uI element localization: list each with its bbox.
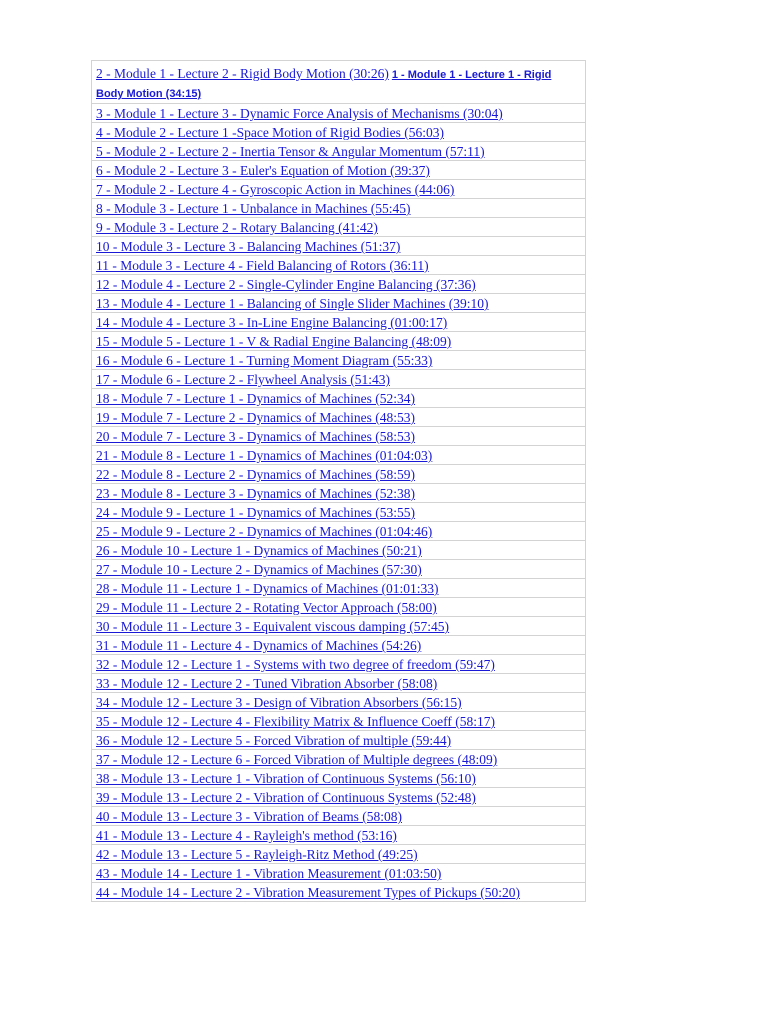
lecture-table <box>91 60 586 902</box>
table-cell <box>92 883 586 902</box>
lecture-link[interactable]: 43 - Module 14 - Lecture 1 - Vibration Measurement (01:03:50) <box>96 866 442 881</box>
lecture-link[interactable]: 17 - Module 6 - Lecture 2 - Flywheel Analysis (51:43) <box>96 372 390 387</box>
table-cell <box>92 693 586 712</box>
table-cell <box>92 199 586 218</box>
table-row <box>92 313 586 332</box>
lecture-table-body <box>92 61 586 902</box>
table-row <box>92 142 586 161</box>
table-row <box>92 674 586 693</box>
table-cell <box>92 598 586 617</box>
lecture-link[interactable]: 13 - Module 4 - Lecture 1 - Balancing of Single Slider Machines (39:10) <box>96 296 489 311</box>
table-row <box>92 389 586 408</box>
table-cell <box>92 465 586 484</box>
table-row <box>92 636 586 655</box>
table-cell <box>92 503 586 522</box>
lecture-link[interactable]: 29 - Module 11 - Lecture 2 - Rotating Vector Approach (58:00) <box>96 600 437 615</box>
table-row <box>92 275 586 294</box>
table-row <box>92 769 586 788</box>
table-row <box>92 693 586 712</box>
table-row <box>92 61 586 104</box>
lecture-link[interactable]: 4 - Module 2 - Lecture 1 -Space Motion of Rigid Bodies (56:03) <box>96 125 444 140</box>
table-row <box>92 883 586 902</box>
lecture-link[interactable]: 24 - Module 9 - Lecture 1 - Dynamics of Machines (53:55) <box>96 505 416 520</box>
table-row <box>92 807 586 826</box>
table-row <box>92 655 586 674</box>
table-cell <box>92 427 586 446</box>
table-cell <box>92 750 586 769</box>
lecture-link[interactable]: 41 - Module 13 - Lecture 4 - Rayleigh's method (53:16) <box>96 828 397 843</box>
lecture-link[interactable]: 31 - Module 11 - Lecture 4 - Dynamics of Machines (54:26) <box>96 638 422 653</box>
table-row <box>92 864 586 883</box>
table-cell <box>92 617 586 636</box>
lecture-link[interactable]: 14 - Module 4 - Lecture 3 - In-Line Engine Balancing (01:00:17) <box>96 315 448 330</box>
table-cell <box>92 332 586 351</box>
lecture-link[interactable]: 32 - Module 12 - Lecture 1 - Systems with two degree of freedom (59:47) <box>96 657 495 672</box>
lecture-link[interactable]: 7 - Module 2 - Lecture 4 - Gyroscopic Action in Machines (44:06) <box>96 182 455 197</box>
lecture-link[interactable]: 19 - Module 7 - Lecture 2 - Dynamics of Machines (48:53) <box>96 410 416 425</box>
table-cell <box>92 522 586 541</box>
table-row <box>92 503 586 522</box>
table-cell <box>92 636 586 655</box>
table-row <box>92 617 586 636</box>
table-row <box>92 465 586 484</box>
table-cell <box>92 370 586 389</box>
lecture-link[interactable]: 8 - Module 3 - Lecture 1 - Unbalance in Machines (55:45) <box>96 201 411 216</box>
table-row <box>92 237 586 256</box>
lecture-link[interactable]: 21 - Module 8 - Lecture 1 - Dynamics of Machines (01:04:03) <box>96 448 433 463</box>
table-cell <box>92 712 586 731</box>
lecture-link[interactable]: 3 - Module 1 - Lecture 3 - Dynamic Force Analysis of Mechanisms (30:04) <box>96 106 503 121</box>
table-row <box>92 332 586 351</box>
table-cell <box>92 864 586 883</box>
table-cell <box>92 826 586 845</box>
table-row <box>92 104 586 123</box>
table-cell <box>92 446 586 465</box>
table-row <box>92 408 586 427</box>
table-row <box>92 218 586 237</box>
table-row <box>92 199 586 218</box>
lecture-link-alt[interactable]: 1 - Module 1 - Lecture 1 - Rigid Body Motion (34:15) <box>96 69 552 100</box>
lecture-link[interactable]: 9 - Module 3 - Lecture 2 - Rotary Balancing (41:42) <box>96 220 378 235</box>
lecture-link[interactable]: 25 - Module 9 - Lecture 2 - Dynamics of Machines (01:04:46) <box>96 524 433 539</box>
table-row <box>92 598 586 617</box>
lecture-link[interactable]: 16 - Module 6 - Lecture 1 - Turning Moment Diagram (55:33) <box>96 353 433 368</box>
lecture-link[interactable]: 2 - Module 1 - Lecture 2 - Rigid Body Motion (30:26) <box>96 66 389 81</box>
table-cell <box>92 408 586 427</box>
table-row <box>92 180 586 199</box>
table-row <box>92 845 586 864</box>
table-cell <box>92 674 586 693</box>
lecture-link[interactable]: 39 - Module 13 - Lecture 2 - Vibration of Continuous Systems (52:48) <box>96 790 476 805</box>
table-row <box>92 788 586 807</box>
table-cell <box>92 579 586 598</box>
lecture-link[interactable]: 42 - Module 13 - Lecture 5 - Rayleigh-Ritz Method (49:25) <box>96 847 418 862</box>
table-cell <box>92 845 586 864</box>
table-cell <box>92 807 586 826</box>
lecture-link[interactable]: 38 - Module 13 - Lecture 1 - Vibration of Continuous Systems (56:10) <box>96 771 476 786</box>
table-cell <box>92 294 586 313</box>
table-row <box>92 294 586 313</box>
lecture-link[interactable]: 30 - Module 11 - Lecture 3 - Equivalent viscous damping (57:45) <box>96 619 450 634</box>
lecture-link[interactable]: 33 - Module 12 - Lecture 2 - Tuned Vibration Absorber (58:08) <box>96 676 438 691</box>
table-cell <box>92 275 586 294</box>
lecture-link[interactable]: 26 - Module 10 - Lecture 1 - Dynamics of Machines (50:21) <box>96 543 422 558</box>
table-row <box>92 712 586 731</box>
table-row <box>92 541 586 560</box>
table-row <box>92 579 586 598</box>
table-row <box>92 446 586 465</box>
lecture-link[interactable]: 12 - Module 4 - Lecture 2 - Single-Cylinder Engine Balancing (37:36) <box>96 277 476 292</box>
table-cell <box>92 389 586 408</box>
table-cell <box>92 655 586 674</box>
table-row <box>92 123 586 142</box>
lecture-link[interactable]: 11 - Module 3 - Lecture 4 - Field Balancing of Rotors (36:11) <box>96 258 429 273</box>
table-row <box>92 351 586 370</box>
table-row <box>92 826 586 845</box>
lecture-link[interactable]: 27 - Module 10 - Lecture 2 - Dynamics of Machines (57:30) <box>96 562 422 577</box>
table-cell <box>92 161 586 180</box>
lecture-link[interactable]: 40 - Module 13 - Lecture 3 - Vibration of Beams (58:08) <box>96 809 402 824</box>
table-row <box>92 522 586 541</box>
lecture-link[interactable]: 5 - Module 2 - Lecture 2 - Inertia Tensor & Angular Momentum (57:11) <box>96 144 485 159</box>
lecture-link[interactable]: 20 - Module 7 - Lecture 3 - Dynamics of Machines (58:53) <box>96 429 416 444</box>
table-cell <box>92 142 586 161</box>
lecture-link[interactable]: 34 - Module 12 - Lecture 3 - Design of Vibration Absorbers (56:15) <box>96 695 462 710</box>
table-row <box>92 370 586 389</box>
lecture-link[interactable]: 23 - Module 8 - Lecture 3 - Dynamics of Machines (52:38) <box>96 486 416 501</box>
table-cell <box>92 769 586 788</box>
lecture-link[interactable]: 22 - Module 8 - Lecture 2 - Dynamics of Machines (58:59) <box>96 467 416 482</box>
table-row <box>92 750 586 769</box>
lecture-link[interactable]: 6 - Module 2 - Lecture 3 - Euler's Equation of Motion (39:37) <box>96 163 430 178</box>
lecture-link[interactable]: 44 - Module 14 - Lecture 2 - Vibration Measurement Types of Pickups (50:20) <box>96 885 521 900</box>
table-row <box>92 731 586 750</box>
table-cell <box>92 123 586 142</box>
table-cell <box>92 313 586 332</box>
lecture-link[interactable]: 10 - Module 3 - Lecture 3 - Balancing Machines (51:37) <box>96 239 401 254</box>
lecture-link[interactable]: 15 - Module 5 - Lecture 1 - V & Radial Engine Balancing (48:09) <box>96 334 452 349</box>
table-row <box>92 161 586 180</box>
table-cell <box>92 256 586 275</box>
lecture-link[interactable]: 28 - Module 11 - Lecture 1 - Dynamics of Machines (01:01:33) <box>96 581 439 596</box>
table-row <box>92 484 586 503</box>
table-row <box>92 256 586 275</box>
lecture-link[interactable]: 37 - Module 12 - Lecture 6 - Forced Vibration of Multiple degrees (48:09) <box>96 752 498 767</box>
table-row <box>92 560 586 579</box>
table-cell <box>92 560 586 579</box>
table-cell <box>92 541 586 560</box>
table-cell <box>92 218 586 237</box>
table-cell <box>92 180 586 199</box>
lecture-link[interactable]: 36 - Module 12 - Lecture 5 - Forced Vibration of multiple (59:44) <box>96 733 452 748</box>
table-cell <box>92 484 586 503</box>
lecture-link[interactable]: 35 - Module 12 - Lecture 4 - Flexibility Matrix & Influence Coeff (58:17) <box>96 714 496 729</box>
table-cell <box>92 237 586 256</box>
table-cell <box>92 104 586 123</box>
table-row <box>92 427 586 446</box>
table-cell <box>92 788 586 807</box>
table-cell <box>92 351 586 370</box>
table-cell <box>92 61 586 104</box>
table-cell <box>92 731 586 750</box>
lecture-link[interactable]: 18 - Module 7 - Lecture 1 - Dynamics of Machines (52:34) <box>96 391 416 406</box>
